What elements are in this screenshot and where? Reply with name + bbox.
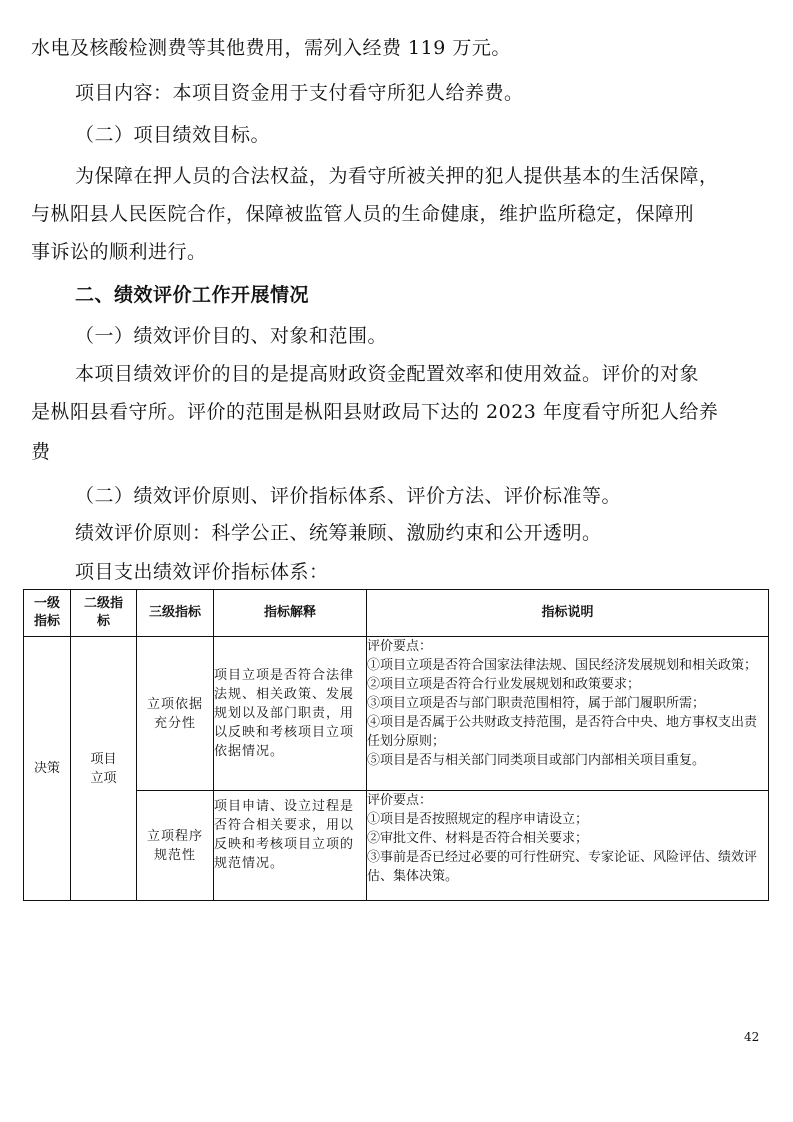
header-level2: 二级指标	[71, 590, 137, 637]
paragraph-line: 项目支出绩效评价指标体系：	[75, 561, 329, 583]
header-level3: 三级指标	[137, 590, 214, 637]
description-line: ②项目立项是否符合行业发展规划和政策要求；	[367, 677, 641, 692]
level3-cell: 立项程序规范性	[137, 791, 214, 901]
description-line: ④项目是否属于公共财政支持范围，是否符合中央、地方事权支出责任划分原则；	[367, 715, 758, 749]
paragraph-line: 是枞阳县看守所。评价的范围是枞阳县财政局下达的 2023 年度看守所犯人给养	[31, 401, 719, 423]
section-subheading: （二）项目绩效目标。	[75, 124, 271, 146]
level2-cell: 项目立项	[71, 637, 137, 901]
paragraph-line: 事诉讼的顺利进行。	[31, 241, 207, 263]
level1-cell: 决策	[24, 637, 71, 901]
section-subheading: （一）绩效评价目的、对象和范围。	[75, 325, 388, 347]
indicator-table	[23, 589, 769, 901]
description-line: ③项目立项是否与部门职责范围相符，属于部门履职所需；	[367, 696, 706, 711]
description-line: ①项目是否按照规定的程序申请设立；	[367, 812, 589, 827]
header-explanation: 指标解释	[214, 590, 367, 637]
section-heading: 二、绩效评价工作开展情况	[75, 284, 310, 306]
paragraph-line: 水电及核酸检测费等其他费用，需列入经费 119 万元。	[31, 37, 511, 59]
description-line: ⑤项目是否与相关部门同类项目或部门内部相关项目重复。	[367, 753, 706, 768]
explanation-cell: 项目申请、设立过程是否符合相关要求，用以反映和考核项目立项的规范情况。	[214, 791, 367, 901]
paragraph-line: 与枞阳县人民医院合作，保障被监管人员的生命健康，维护监所稳定，保障刑	[31, 203, 695, 225]
description-line: ②审批文件、材料是否符合相关要求；	[367, 831, 589, 846]
section-subheading: （二）绩效评价原则、评价指标体系、评价方法、评价标准等。	[75, 485, 622, 507]
description-cell	[367, 791, 769, 901]
description-line: 评价要点：	[367, 639, 433, 654]
description-line: ①项目立项是否符合国家法律法规、国民经济发展规划和相关政策；	[367, 658, 758, 673]
header-level1: 一级指标	[24, 590, 71, 637]
table-header-row	[24, 590, 769, 637]
paragraph-line: 本项目绩效评价的目的是提高财政资金配置效率和使用效益。评价的对象	[75, 363, 700, 385]
paragraph-line: 为保障在押人员的合法权益，为看守所被关押的犯人提供基本的生活保障，	[75, 165, 719, 187]
paragraph-line: 费	[31, 441, 51, 463]
level3-cell: 立项依据充分性	[137, 637, 214, 791]
paragraph-line: 项目内容：本项目资金用于支付看守所犯人给养费。	[75, 82, 524, 104]
explanation-cell: 项目立项是否符合法律法规、相关政策、发展规划以及部门职责，用以反映和考核项目立项依据情况。	[214, 637, 367, 791]
description-cell	[367, 637, 769, 791]
paragraph-line: 绩效评价原则：科学公正、统筹兼顾、激励约束和公开透明。	[75, 522, 602, 544]
description-line: ③事前是否已经过必要的可行性研究、专家论证、风险评估、绩效评估、集体决策。	[367, 850, 758, 884]
header-description: 指标说明	[367, 590, 769, 637]
table-row	[24, 637, 769, 791]
description-line: 评价要点：	[367, 793, 433, 808]
page-number: 42	[744, 1030, 760, 1044]
